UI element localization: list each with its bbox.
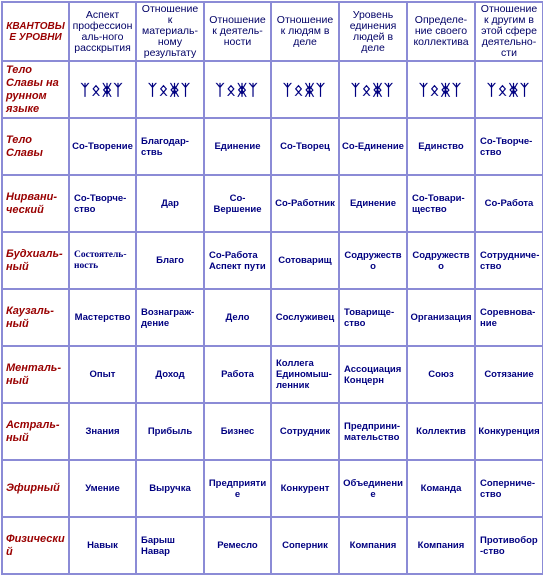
table-cell: Единение — [204, 118, 271, 175]
quantum-levels-table — [1, 1, 543, 575]
table-cell: Ремесло — [204, 517, 271, 574]
table-cell: Дар — [136, 175, 204, 232]
row-label: Менталь-ный — [2, 346, 69, 403]
table-cell: Бизнес — [204, 403, 271, 460]
table-cell: Со-Единение — [339, 118, 407, 175]
table-cell: Мастерство — [69, 289, 136, 346]
table-cell: Состоятель-ность — [69, 232, 136, 289]
column-header: Аспект профессиональ-ного расскрытия — [69, 2, 136, 61]
column-header: Отношение к деятель-ности — [204, 2, 271, 61]
table-cell: Барыш Навар — [136, 517, 204, 574]
table-cell: Ассоциация Концерн — [339, 346, 407, 403]
header-row — [2, 2, 543, 61]
row-label: Астраль-ный — [2, 403, 69, 460]
table-cell: Со-Творение — [69, 118, 136, 175]
table-row — [2, 403, 543, 460]
table-cell: Опыт — [69, 346, 136, 403]
table-cell: Единство — [407, 118, 475, 175]
table-cell: Со-Работа — [475, 175, 543, 232]
table-cell: Содружество — [339, 232, 407, 289]
table-cell: Доход — [136, 346, 204, 403]
table-cell: Объединение — [339, 460, 407, 517]
rune-cell: ᛉᛟᛤᛉ — [69, 61, 136, 118]
table-cell: Команда — [407, 460, 475, 517]
rune-cell: ᛉᛟᛤᛉ — [475, 61, 543, 118]
table-cell: Соперник — [271, 517, 339, 574]
row-label: Эфирный — [2, 460, 69, 517]
table-cell: Сотрудниче-ство — [475, 232, 543, 289]
table-row — [2, 460, 543, 517]
corner-header: КВАНТОВЫЕ УРОВНИ — [2, 2, 69, 61]
table-cell: Сослуживец — [271, 289, 339, 346]
table-row — [2, 118, 543, 175]
table-cell: Дело — [204, 289, 271, 346]
table-row — [2, 289, 543, 346]
row-label: Будхиаль-ный — [2, 232, 69, 289]
table-cell: Со-Работник — [271, 175, 339, 232]
column-header: Уровень единения людей в деле — [339, 2, 407, 61]
table-cell: Организация — [407, 289, 475, 346]
row-label: Каузаль-ный — [2, 289, 69, 346]
table-cell: Конкурент — [271, 460, 339, 517]
table-cell: Товарище-ство — [339, 289, 407, 346]
column-header: Определе-ние своего коллектива — [407, 2, 475, 61]
row-label: Тело Славы на рунном языке — [2, 61, 69, 118]
table-cell: Прибыль — [136, 403, 204, 460]
column-header: Отношение к людям в деле — [271, 2, 339, 61]
table-cell: Соревнова-ние — [475, 289, 543, 346]
table-cell: Конкуренция — [475, 403, 543, 460]
table-cell: Вознаграж-дение — [136, 289, 204, 346]
row-label: Нирвани-ческий — [2, 175, 69, 232]
row-label: Тело Славы — [2, 118, 69, 175]
table-cell: Благодар-ствь — [136, 118, 204, 175]
table-cell: Предприятие — [204, 460, 271, 517]
table-cell: Работа — [204, 346, 271, 403]
table-cell: Сотязание — [475, 346, 543, 403]
table-row — [2, 232, 543, 289]
table-cell: Со-Творец — [271, 118, 339, 175]
table-cell: Коллега Единомыш-ленник — [271, 346, 339, 403]
rune-cell: ᛉᛟᛤᛉ — [339, 61, 407, 118]
table-cell: Со-Работа Аспект пути — [204, 232, 271, 289]
table-cell: Умение — [69, 460, 136, 517]
table-cell: Со-Творче-ство — [69, 175, 136, 232]
table-cell: Компания — [339, 517, 407, 574]
table-cell: Соперниче-ство — [475, 460, 543, 517]
table-row — [2, 517, 543, 574]
table-cell: Навык — [69, 517, 136, 574]
row-label: Физический — [2, 517, 69, 574]
table-cell: Со-Творче-ство — [475, 118, 543, 175]
table-cell: Коллектив — [407, 403, 475, 460]
table-cell: Содружество — [407, 232, 475, 289]
table-cell: Союз — [407, 346, 475, 403]
rune-cell: ᛉᛟᛤᛉ — [136, 61, 204, 118]
table-row — [2, 175, 543, 232]
table-cell: Предприни-мательство — [339, 403, 407, 460]
table-cell: Единение — [339, 175, 407, 232]
table-row — [2, 61, 543, 118]
table-cell: Сотрудник — [271, 403, 339, 460]
table-cell: Со-Товари-щество — [407, 175, 475, 232]
table-cell: Сотоварищ — [271, 232, 339, 289]
table-cell: Противобор-ство — [475, 517, 543, 574]
rune-cell: ᛉᛟᛤᛉ — [204, 61, 271, 118]
column-header: Отношение к другим в этой сфере деятельно-сти — [475, 2, 543, 61]
column-header: Отношение к материаль-ному результату — [136, 2, 204, 61]
table-cell: Знания — [69, 403, 136, 460]
rune-cell: ᛉᛟᛤᛉ — [271, 61, 339, 118]
table-cell: Благо — [136, 232, 204, 289]
rune-cell: ᛉᛟᛤᛉ — [407, 61, 475, 118]
table-cell: Выручка — [136, 460, 204, 517]
table-cell: Компания — [407, 517, 475, 574]
table-row — [2, 346, 543, 403]
table-cell: Со-Вершение — [204, 175, 271, 232]
